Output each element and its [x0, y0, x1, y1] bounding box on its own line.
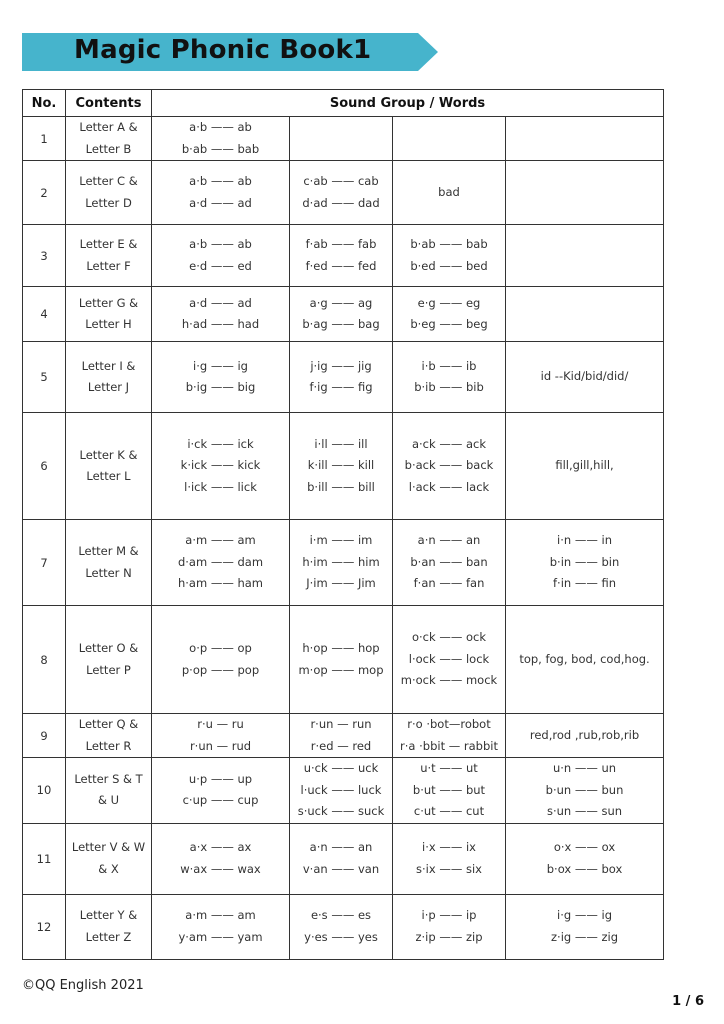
contents-line: Letter Q & [78, 717, 139, 731]
word-line: a·n —— an [309, 840, 373, 854]
contents-line: Letter D [85, 195, 132, 210]
contents-line: Letter H [85, 317, 132, 331]
contents-line: Letter G & [78, 295, 139, 310]
contents-line: & U [97, 793, 120, 808]
contents-line: Letter K & [79, 447, 138, 462]
sound-group-cell [290, 413, 393, 520]
table-row [23, 520, 664, 606]
word-line: f·in —— fin [553, 576, 617, 591]
row-contents [66, 520, 152, 606]
word-line: fill,gill,hill, [555, 458, 614, 473]
row-number: 7 [23, 520, 66, 606]
sound-group-cell [393, 758, 506, 824]
word-line: o·ck —— ock [411, 630, 486, 645]
word-line: r·un — rud [189, 738, 252, 753]
word-line: a·ck —— ack [411, 436, 487, 451]
word-line: c·ut —— cut [413, 804, 485, 818]
word-line: l·uck —— luck [300, 782, 382, 797]
table-row [23, 413, 664, 520]
word-line: u·t —— ut [420, 761, 478, 775]
sound-group-cell [152, 161, 290, 225]
word-line: r·ed — red [310, 738, 372, 753]
word-line: y·am —— yam [178, 929, 263, 944]
page-title: Magic Phonic Book1 [74, 35, 372, 65]
word-line: e·g —— eg [417, 295, 481, 310]
word-line: a·x —— ax [189, 840, 252, 854]
header-no: No. [23, 90, 66, 117]
sound-group-cell [152, 117, 290, 161]
table-header-row [23, 90, 664, 117]
word-line: o·x —— ox [553, 840, 616, 854]
contents-line: Letter I & [81, 358, 136, 373]
row-number: 11 [23, 823, 66, 894]
sound-group-cell [152, 225, 290, 287]
sound-group-cell [290, 823, 393, 894]
word-line: h·im —— him [302, 554, 380, 569]
word-line: d·am —— dam [177, 554, 264, 569]
table-row [23, 342, 664, 413]
sound-group-cell [506, 823, 664, 894]
word-line: b·ib —— bib [414, 380, 484, 394]
contents-line: Letter M & [78, 544, 139, 558]
word-line: h·am —— ham [177, 576, 264, 591]
word-line: e·d —— ed [189, 258, 252, 273]
sound-group-cell [393, 225, 506, 287]
contents-line: Letter L [86, 469, 131, 483]
word-line: b·un —— bun [545, 782, 624, 797]
row-number: 9 [23, 714, 66, 758]
word-line: f·ed —— fed [305, 258, 377, 273]
sound-group-cell [506, 520, 664, 606]
sound-group-cell [506, 342, 664, 413]
sound-group-cell [152, 413, 290, 520]
contents-line: Letter E & [79, 237, 138, 251]
row-contents [66, 823, 152, 894]
row-number: 10 [23, 758, 66, 824]
word-line: r·un — run [310, 717, 372, 731]
word-line: i·n —— in [557, 533, 612, 548]
header-contents: Contents [66, 90, 152, 117]
sound-group-cell [290, 161, 393, 225]
word-line: w·ax —— wax [180, 861, 261, 876]
word-line: b·ag —— bag [302, 317, 380, 331]
word-line: s·uck —— suck [297, 804, 385, 818]
word-line: i·ll —— ill [314, 436, 368, 451]
word-line: a·n —— an [417, 533, 481, 548]
row-number: 3 [23, 225, 66, 287]
sound-group-cell [506, 758, 664, 824]
sound-group-cell [290, 117, 393, 161]
sound-group-cell [393, 161, 506, 225]
word-line: m·op —— mop [298, 662, 384, 677]
word-line: i·g —— ig [557, 908, 612, 922]
word-line: e·s —— es [310, 908, 372, 922]
sound-group-cell [152, 823, 290, 894]
contents-line: Letter N [85, 565, 132, 580]
word-line: i·m —— im [309, 533, 373, 548]
table-row [23, 225, 664, 287]
row-number: 12 [23, 894, 66, 959]
word-line: b·eg —— beg [410, 317, 488, 331]
header-sound-group: Sound Group / Words [152, 90, 664, 117]
sound-group-cell [152, 606, 290, 714]
word-line: a·b —— ab [189, 120, 252, 134]
sound-group-cell [393, 287, 506, 342]
word-line: a·g —— ag [309, 295, 373, 310]
word-line: top, fog, bod, cod,hog. [519, 651, 650, 666]
word-line: d·ad —— dad [302, 195, 380, 210]
word-line: b·ed —— bed [410, 258, 488, 273]
sound-group-cell [290, 520, 393, 606]
contents-line: Letter Y & [79, 908, 138, 922]
word-line: m·ock —— mock [400, 673, 498, 688]
copyright-footer: ©QQ English 2021 [22, 978, 144, 993]
word-line: a·b —— ab [189, 237, 252, 251]
contents-line: Letter Z [85, 929, 132, 944]
sound-group-cell [393, 823, 506, 894]
word-line: h·op —— hop [302, 641, 380, 655]
contents-line: Letter V & W [71, 840, 146, 854]
contents-line: Letter P [86, 662, 131, 677]
word-line: c·ab —— cab [303, 174, 379, 188]
word-line: y·es —— yes [304, 929, 378, 944]
table-row [23, 161, 664, 225]
sound-group-cell [506, 714, 664, 758]
word-line: a·d —— ad [189, 295, 252, 310]
row-number: 2 [23, 161, 66, 225]
word-line: c·up —— cup [182, 793, 259, 808]
sound-group-cell [152, 714, 290, 758]
word-line: red,rod ,rub,rob,rib [529, 727, 640, 742]
table-row [23, 758, 664, 824]
sound-group-cell [393, 342, 506, 413]
row-contents [66, 714, 152, 758]
sound-group-cell [393, 606, 506, 714]
word-line: u·p —— up [188, 771, 253, 786]
word-line: i·x —— ix [422, 840, 476, 854]
word-line: i·b —— ib [421, 358, 477, 373]
word-line: j·ig —— jig [310, 358, 372, 373]
row-contents [66, 161, 152, 225]
word-line: b·ab —— bab [410, 237, 488, 251]
word-line: i·ck —— ick [187, 436, 254, 451]
sound-group-cell [506, 606, 664, 714]
contents-line: Letter F [86, 258, 131, 273]
sound-group-cell [393, 520, 506, 606]
word-line: a·d —— ad [189, 195, 252, 210]
sound-group-cell [290, 606, 393, 714]
sound-group-cell [506, 161, 664, 225]
word-line: b·ox —— box [546, 861, 623, 876]
row-number: 4 [23, 287, 66, 342]
sound-group-cell [393, 413, 506, 520]
row-contents [66, 413, 152, 520]
sound-group-cell [290, 342, 393, 413]
word-line: a·b —— ab [189, 174, 252, 188]
word-line: o·p —— op [189, 641, 252, 655]
word-line: r·o ·bot—robot [407, 717, 491, 731]
word-line: p·op —— pop [181, 662, 260, 677]
sound-group-cell [290, 894, 393, 959]
contents-line: Letter B [85, 141, 132, 156]
table-row [23, 117, 664, 161]
word-line: s·ix —— six [416, 861, 482, 876]
row-contents [66, 287, 152, 342]
contents-line: Letter R [85, 738, 132, 753]
sound-group-cell [506, 225, 664, 287]
word-line: r·u — ru [197, 717, 244, 731]
word-line: i·g —— ig [193, 358, 248, 373]
sound-group-cell [393, 894, 506, 959]
word-line: f·an —— fan [413, 576, 485, 591]
sound-group-cell [506, 413, 664, 520]
row-number: 6 [23, 413, 66, 520]
word-line: l·ock —— lock [408, 651, 490, 666]
contents-line: Letter J [87, 380, 130, 394]
row-contents [66, 225, 152, 287]
word-line: f·ig —— fig [309, 380, 373, 394]
word-line: a·m —— am [185, 533, 256, 548]
word-line: i·p —— ip [421, 908, 477, 922]
word-line: b·ig —— big [185, 380, 256, 394]
sound-group-cell [290, 287, 393, 342]
contents-line: Letter A & [79, 120, 138, 134]
word-line: k·ill —— kill [307, 458, 375, 473]
table-row [23, 714, 664, 758]
word-line: h·ad —— had [181, 317, 260, 331]
word-line: l·ick —— lick [184, 479, 257, 494]
word-line: z·ip —— zip [415, 929, 483, 944]
sound-group-cell [152, 520, 290, 606]
word-line: l·ack —— lack [408, 479, 490, 494]
word-line: b·an —— ban [410, 554, 488, 569]
sound-group-cell [152, 342, 290, 413]
row-contents [66, 894, 152, 959]
word-line: b·ut —— but [412, 782, 486, 797]
sound-group-cell [506, 287, 664, 342]
sound-group-cell [290, 225, 393, 287]
page-number: 1 / 6 [672, 994, 704, 1009]
sound-group-cell [290, 758, 393, 824]
row-contents [66, 758, 152, 824]
sound-group-cell [506, 117, 664, 161]
table-row [23, 287, 664, 342]
sound-group-cell [393, 117, 506, 161]
word-line: bad [438, 184, 460, 199]
word-line: f·ab —— fab [305, 237, 377, 251]
contents-line: Letter O & [78, 641, 139, 655]
word-line: a·m —— am [185, 908, 256, 922]
row-number: 5 [23, 342, 66, 413]
contents-line: Letter S & T [74, 771, 143, 786]
contents-line: & X [98, 861, 119, 876]
sound-group-cell [152, 758, 290, 824]
phonics-table [22, 89, 664, 960]
table-row [23, 823, 664, 894]
word-line: s·un —— sun [546, 804, 623, 818]
word-line: J·im —— Jim [306, 576, 376, 591]
sound-group-cell [393, 714, 506, 758]
word-line: v·an —— van [302, 861, 380, 876]
row-number: 1 [23, 117, 66, 161]
sound-group-cell [290, 714, 393, 758]
sound-group-cell [506, 894, 664, 959]
row-number: 8 [23, 606, 66, 714]
word-line: u·n —— un [552, 761, 617, 775]
sound-group-cell [152, 894, 290, 959]
word-line: id --Kid/bid/did/ [540, 369, 629, 384]
row-contents [66, 117, 152, 161]
table-row [23, 894, 664, 959]
row-contents [66, 342, 152, 413]
contents-line: Letter C & [79, 174, 138, 188]
word-line: b·ack —— back [404, 458, 494, 473]
word-line: b·ill —— bill [307, 479, 375, 494]
table-row [23, 606, 664, 714]
word-line: b·in —— bin [549, 554, 620, 569]
word-line: b·ab —— bab [181, 141, 260, 156]
title-banner [22, 33, 438, 71]
word-line: r·a ·bbit — rabbit [400, 738, 498, 753]
word-line: u·ck —— uck [303, 761, 379, 775]
word-line: k·ick —— kick [180, 458, 261, 473]
row-contents [66, 606, 152, 714]
sound-group-cell [152, 287, 290, 342]
word-line: z·ig —— zig [551, 929, 619, 944]
